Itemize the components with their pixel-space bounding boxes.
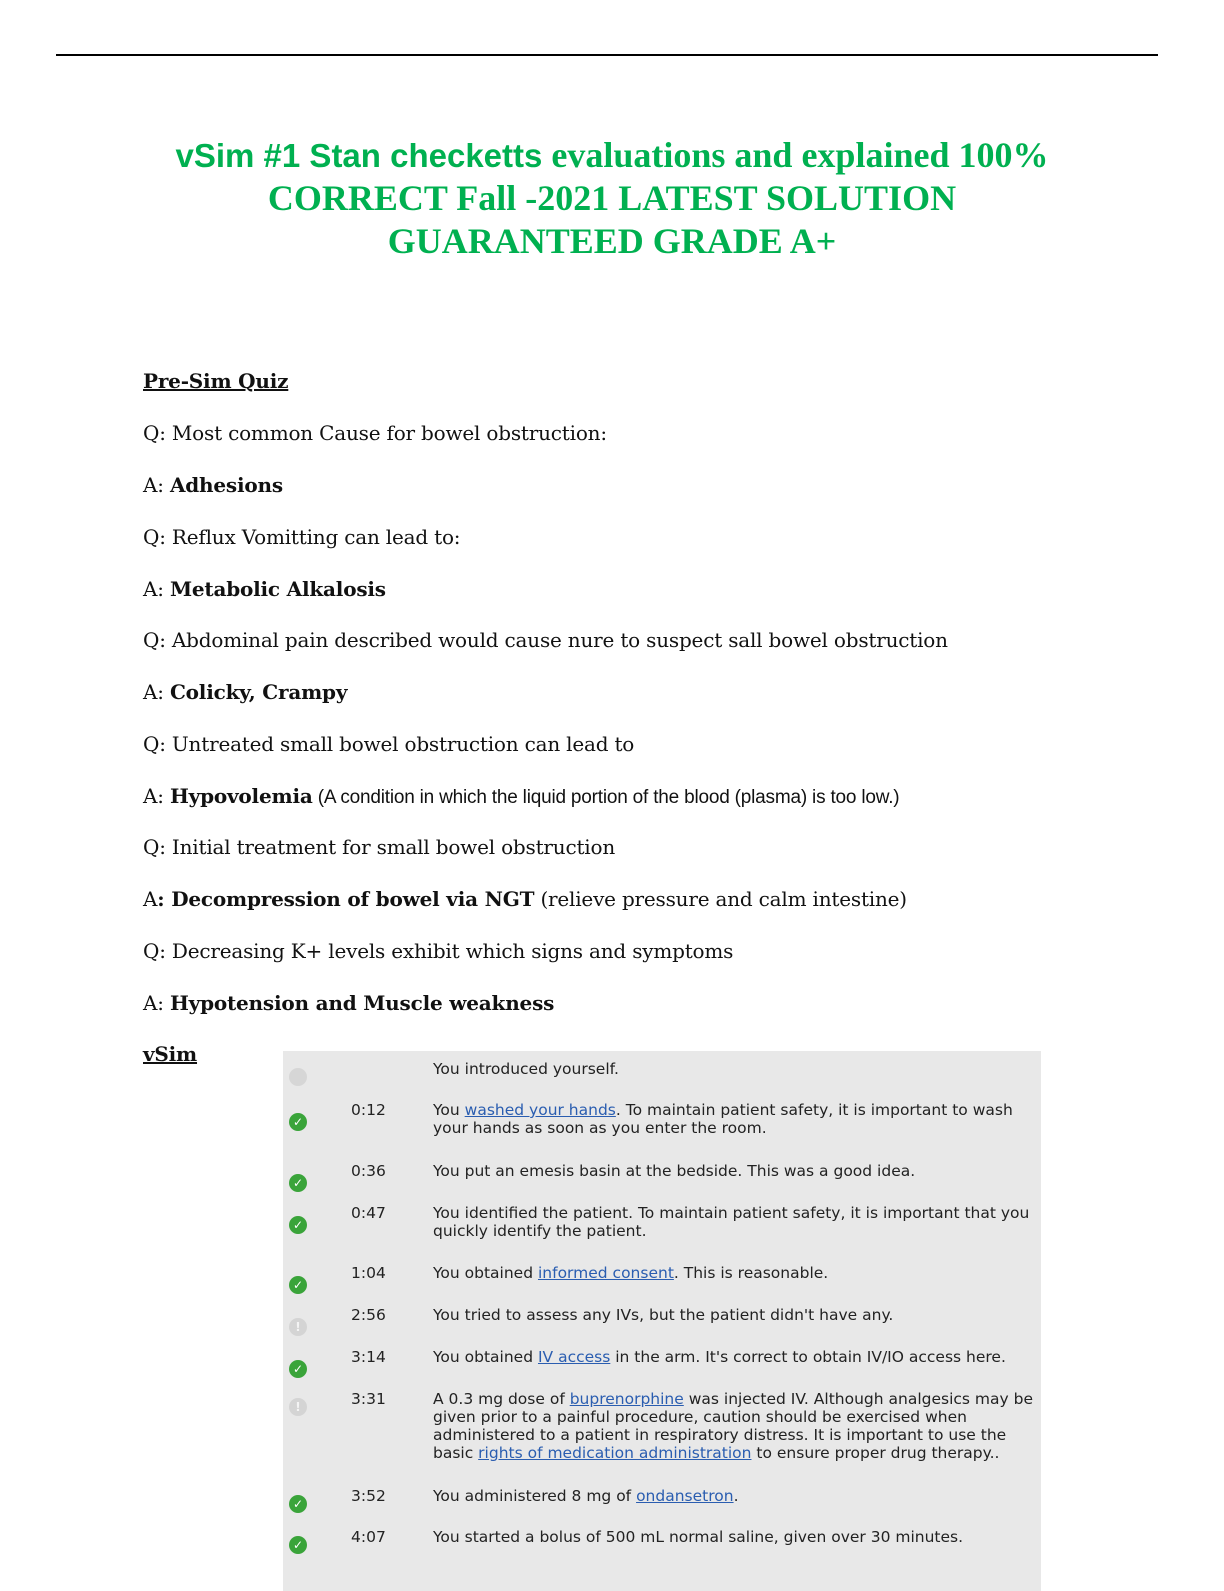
vsim-message [433, 1306, 1033, 1324]
quiz-question: Q: Decreasing K+ levels exhibit which signs and symptoms [143, 939, 734, 963]
check-icon: ✓ [289, 1360, 307, 1378]
vsim-message-text: A 0.3 mg dose of [433, 1390, 570, 1408]
title-part1: vSim #1 Stan checketts [175, 137, 543, 174]
vsim-message [433, 1390, 1033, 1462]
vsim-timestamp: 2:56 [351, 1306, 386, 1324]
top-rule [56, 54, 1158, 56]
vsim-message-text: . To maintain patient safety, it is important to wash your hands as soon as you enter the room. [433, 1101, 1013, 1137]
vsim-message [433, 1528, 1033, 1546]
vsim-message-text: . This is reasonable. [673, 1264, 829, 1282]
vsim-timestamp: 0:36 [351, 1162, 386, 1180]
vsim-timestamp: 1:04 [351, 1264, 386, 1282]
vsim-message [433, 1204, 1033, 1240]
vsim-timestamp: 4:07 [351, 1528, 386, 1546]
quiz-question: Q: Untreated small bowel obstruction can lead to [143, 732, 635, 756]
info-icon: ! [289, 1318, 307, 1336]
vsim-message-text: You obtained [433, 1348, 538, 1366]
vsim-timestamp: 0:47 [351, 1204, 386, 1222]
vsim-link[interactable]: rights of medication administration [478, 1444, 752, 1462]
vsim-timestamp: 3:31 [351, 1390, 386, 1408]
quiz-answer: A: Hypotension and Muscle weakness [143, 991, 555, 1015]
title-part2: evaluations and explained 100% [542, 135, 1049, 175]
check-icon: ✓ [289, 1113, 307, 1131]
vsim-message-text: You tried to assess any IVs, but the patient didn't have any. [433, 1306, 894, 1324]
vsim-link[interactable]: buprenorphine [569, 1390, 684, 1408]
vsim-message-text: in the arm. It's correct to obtain IV/IO access here. [610, 1348, 1006, 1366]
quiz-answer: A: Metabolic Alkalosis [143, 577, 386, 601]
vsim-message-text: to ensure proper drug therapy.. [751, 1444, 1000, 1462]
vsim-message-text: You obtained [433, 1264, 538, 1282]
vsim-timestamp: 3:14 [351, 1348, 386, 1366]
quiz-question: Q: Initial treatment for small bowel obstruction [143, 835, 616, 859]
vsim-message-text: You administered 8 mg of [433, 1487, 637, 1505]
vsim-timestamp: 3:52 [351, 1487, 386, 1505]
vsim-message [433, 1162, 1033, 1180]
check-icon: ✓ [289, 1536, 307, 1554]
empty-circle-icon [289, 1068, 307, 1086]
vsim-message [433, 1348, 1033, 1366]
vsim-link[interactable]: ondansetron [636, 1487, 734, 1505]
vsim-link[interactable]: informed consent [537, 1264, 674, 1282]
quiz-question: Q: Reflux Vomitting can lead to: [143, 525, 461, 549]
vsim-message-text: . [733, 1487, 739, 1505]
title-line3: GUARANTEED GRADE A+ [387, 221, 837, 261]
check-icon: ✓ [289, 1216, 307, 1234]
check-icon: ✓ [289, 1174, 307, 1192]
vsim-link[interactable]: IV access [537, 1348, 611, 1366]
quiz-answer: A: Adhesions [143, 473, 283, 497]
vsim-timestamp: 0:12 [351, 1101, 386, 1119]
vsim-message [433, 1060, 1033, 1078]
vsim-message [433, 1101, 1033, 1137]
check-icon: ✓ [289, 1276, 307, 1294]
vsim-message [433, 1487, 1033, 1505]
quiz-question: Q: Abdominal pain described would cause nure to suspect sall bowel obstruction [143, 628, 948, 652]
quiz-question: Q: Most common Cause for bowel obstruction: [143, 421, 607, 445]
vsim-message-text: You put an emesis basin at the bedside. This was a good idea. [433, 1162, 916, 1180]
document-title [60, 134, 1164, 263]
vsim-heading: vSim [143, 1042, 198, 1066]
title-line2: CORRECT Fall -2021 LATEST SOLUTION [267, 178, 957, 218]
vsim-message-text: You introduced yourself. [433, 1060, 619, 1078]
quiz-answer: A: Decompression of bowel via NGT (relieve pressure and calm intestine) [143, 887, 907, 911]
quiz-heading: Pre-Sim Quiz [143, 369, 289, 393]
quiz-answer: A: Colicky, Crampy [143, 680, 348, 704]
vsim-message-text: You identified the patient. To maintain patient safety, it is important that you quickly identify the patient. [433, 1204, 1030, 1240]
vsim-link[interactable]: washed your hands [464, 1101, 616, 1119]
info-icon: ! [289, 1398, 307, 1416]
vsim-message [433, 1264, 1033, 1282]
quiz-answer: A: Hypovolemia (A condition in which the liquid portion of the blood (plasma) is too low.) [143, 784, 900, 808]
vsim-message-text: You started a bolus of 500 mL normal saline, given over 30 minutes. [433, 1528, 964, 1546]
check-icon: ✓ [289, 1495, 307, 1513]
vsim-message-text: You [433, 1101, 465, 1119]
vsim-feedback-panel [283, 1051, 1041, 1591]
vsim-message-text: was injected IV. Although analgesics may be given prior to a painful procedure, caution should be exercised when administered to a patient in respiratory distress. It is important to use the basic [433, 1390, 1033, 1462]
